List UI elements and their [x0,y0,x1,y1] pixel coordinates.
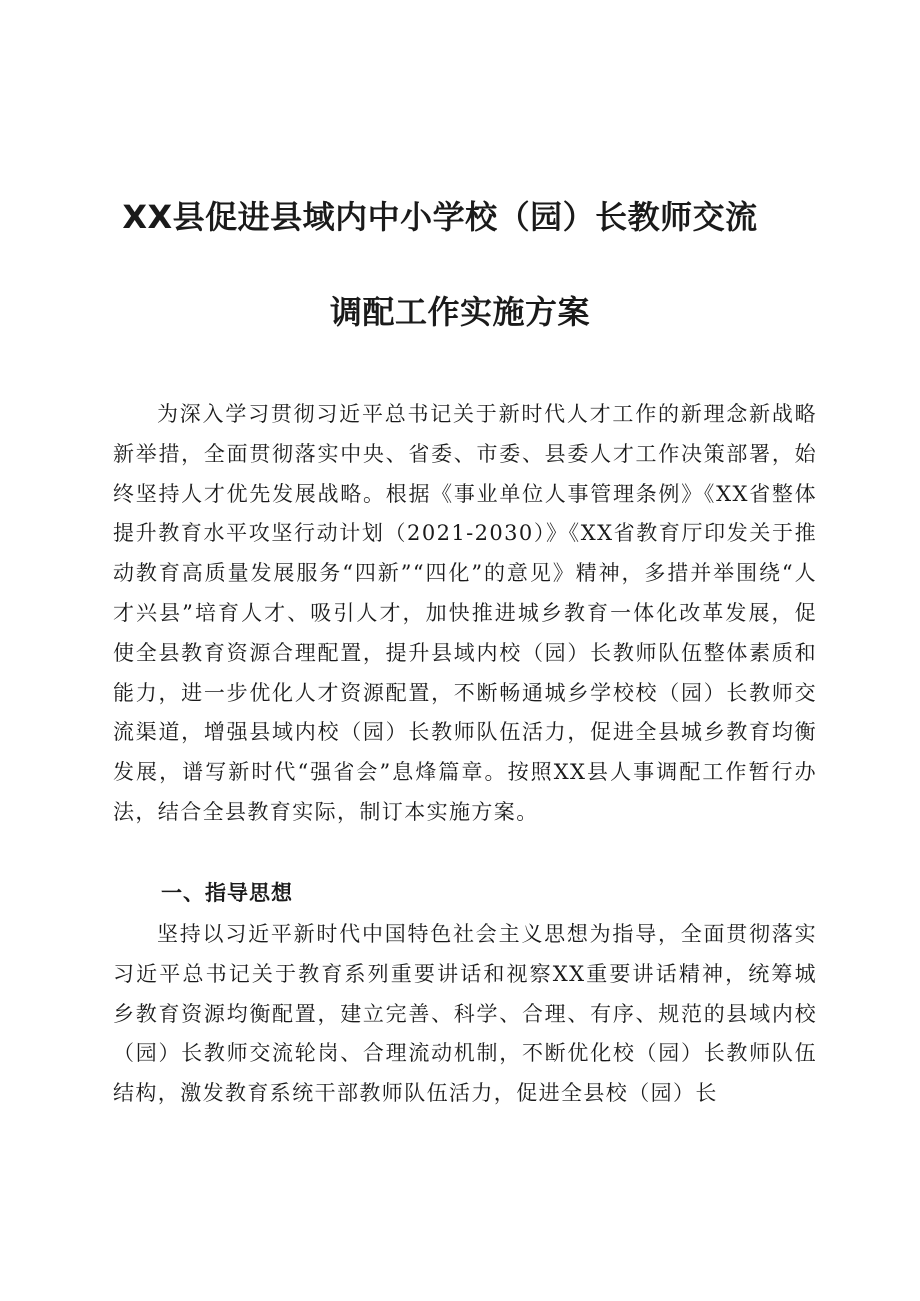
guiding-ideology-paragraph: 坚持以习近平新时代中国特色社会主义思想为指导，全面贯彻落实习近平总书记关于教育系列重要讲话和视察XX重要讲话精神，统筹城乡教育资源均衡配置，建立完善、科学、合理、有序、规范的县域内校（园）长教师交流轮岗、合理流动机制，不断优化校（园）长教师队伍结构，激发教育系统干部教师队伍活力，促进全县校（园）长 [113,922,817,1106]
document-title-line-2: 调配工作实施方案 [329,293,590,331]
document-title-line-1: XX县促进县域内中小学校（园）长教师交流 [122,198,758,236]
section-heading-guiding-ideology: 一、指导思想 [161,881,293,905]
intro-paragraph: 为深入学习贯彻习近平总书记关于新时代人才工作的新理念新战略新举措，全面贯彻落实中央、省委、市委、县委人才工作决策部署，始终坚持人才优先发展战略。根据《事业单位人事管理条例》《XX省整体提升教育水平攻坚行动计划（2021-2030）》《XX省教育厅印发关于推动教育高质量发展服务“四新”“四化”的意见》精神，多措并举围绕“人才兴县”培育人才、吸引人才，加快推进城乡教育一体化改革发展，促使全县教育资源合理配置，提升县域内校（园）长教师队伍整体素质和能力，进一步优化人才资源配置，不断畅通城乡学校校（园）长教师交流渠道，增强县域内校（园）长教师队伍活力，促进全县城乡教育均衡发展，谱写新时代“强省会”息烽篇章。按照XX县人事调配工作暂行办法，结合全县教育实际，制订本实施方案。 [113,402,817,824]
